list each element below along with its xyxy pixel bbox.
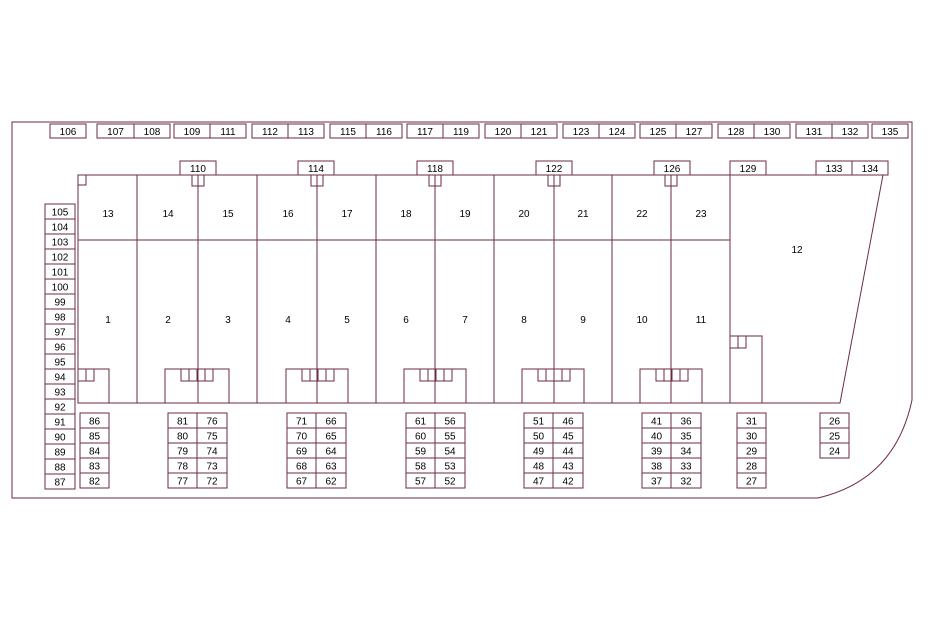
left-plot-95-label: 95 <box>54 357 66 369</box>
top-plot-106 <box>50 124 86 138</box>
left-plot-94-label: 94 <box>54 372 66 384</box>
unit-label-20: 20 <box>518 209 530 220</box>
top-plot-123-label: 123 <box>572 127 590 138</box>
top-plot-109-label: 109 <box>183 127 201 138</box>
lot-66-label: 66 <box>325 416 337 428</box>
lot-83 <box>80 458 109 473</box>
bay-door <box>444 369 452 381</box>
unit-label-15: 15 <box>222 209 234 220</box>
top-plot-127 <box>676 124 712 138</box>
unit-label-23: 23 <box>695 209 707 220</box>
left-plot-90-label: 90 <box>54 432 66 444</box>
lot-52 <box>435 473 465 488</box>
lot-65-label: 65 <box>325 431 337 443</box>
bay-door <box>656 369 664 381</box>
bay-door <box>205 369 213 381</box>
left-plot-89-label: 89 <box>54 447 66 459</box>
top-plot-107-label: 107 <box>107 127 124 138</box>
lot-69-label: 69 <box>295 446 308 458</box>
lot-38 <box>642 458 671 473</box>
lot-36-label: 36 <box>680 416 692 428</box>
top-plot-115-label: 115 <box>340 127 356 138</box>
lot-33 <box>671 458 701 473</box>
lot-64-label: 64 <box>325 446 337 458</box>
lot-49 <box>524 443 553 458</box>
lot-50-label: 50 <box>532 431 545 443</box>
lot-68-label: 68 <box>295 461 308 473</box>
lot-48 <box>524 458 553 473</box>
lot-61 <box>406 413 435 428</box>
lot-74 <box>197 443 227 458</box>
lot-72 <box>197 473 227 488</box>
lot-84 <box>80 443 109 458</box>
unit-label-17: 17 <box>341 209 353 220</box>
lot-53 <box>435 458 465 473</box>
upper-plot-110-label: 110 <box>190 164 206 175</box>
unit-label-19: 19 <box>459 209 471 220</box>
lot-51-label: 51 <box>532 416 545 428</box>
lot-61-label: 61 <box>414 416 427 428</box>
left-plot-101-label: 101 <box>51 267 69 279</box>
lot-48-label: 48 <box>532 461 545 473</box>
top-plot-124 <box>599 124 635 138</box>
lot-82-label: 82 <box>88 476 101 488</box>
lot-27-label: 27 <box>745 476 758 488</box>
lot-51 <box>524 413 553 428</box>
lot-60 <box>406 428 435 443</box>
unit-label-12: 12 <box>791 245 803 256</box>
left-plot-105-label: 105 <box>51 207 69 219</box>
left-plot-96-label: 96 <box>54 342 66 354</box>
lot-44 <box>553 443 583 458</box>
lot-32 <box>671 473 701 488</box>
lot-54 <box>435 443 465 458</box>
lot-25 <box>820 428 849 443</box>
unit-label-11: 11 <box>695 315 707 326</box>
left-plot-89 <box>45 444 75 459</box>
left-plot-104 <box>45 219 75 234</box>
loading-bay <box>522 369 584 403</box>
lot-55 <box>435 428 465 443</box>
left-plot-102-label: 102 <box>51 252 69 264</box>
bay-door <box>730 336 738 348</box>
lot-70 <box>287 428 316 443</box>
lot-58-label: 58 <box>414 461 427 473</box>
top-plot-120 <box>485 124 521 138</box>
lot-69 <box>287 443 316 458</box>
top-plot-112-label: 112 <box>262 127 278 138</box>
lot-40 <box>642 428 671 443</box>
left-plot-87-label: 87 <box>54 477 66 489</box>
lot-79 <box>168 443 197 458</box>
lot-80-label: 80 <box>176 431 189 443</box>
lot-41-label: 41 <box>650 416 663 428</box>
left-plot-99-label: 99 <box>54 297 66 309</box>
lot-41 <box>642 413 671 428</box>
top-plot-116 <box>366 124 402 138</box>
unit-label-14: 14 <box>162 209 174 220</box>
top-plot-132 <box>832 124 868 138</box>
lot-46 <box>553 413 583 428</box>
bay-door <box>86 369 94 381</box>
bay-door <box>318 369 326 381</box>
lot-39 <box>642 443 671 458</box>
top-plot-113 <box>288 124 324 138</box>
lot-64 <box>316 443 346 458</box>
lot-53-label: 53 <box>444 461 456 473</box>
lot-25-label: 25 <box>828 431 841 443</box>
bay-door <box>189 369 197 381</box>
upper-plot-134 <box>852 161 888 175</box>
lot-42-label: 42 <box>562 476 574 488</box>
left-plot-101 <box>45 264 75 279</box>
lot-66 <box>316 413 346 428</box>
upper-plot-118-label: 118 <box>427 164 443 175</box>
lot-78-label: 78 <box>176 461 189 473</box>
left-plot-98-label: 98 <box>54 312 66 324</box>
unit-label-18: 18 <box>400 209 412 220</box>
lot-62 <box>316 473 346 488</box>
lot-33-label: 33 <box>680 461 692 473</box>
upper-plot-133 <box>816 161 852 175</box>
top-plot-131 <box>796 124 832 138</box>
top-plot-108 <box>134 124 170 138</box>
unit-label-6: 6 <box>403 315 409 326</box>
lot-84-label: 84 <box>88 446 101 458</box>
lot-24-label: 24 <box>828 446 841 458</box>
lot-56 <box>435 413 465 428</box>
lot-79-label: 79 <box>176 446 189 458</box>
bay-door <box>420 369 428 381</box>
lot-71 <box>287 413 316 428</box>
top-plot-120-label: 120 <box>494 127 512 138</box>
top-plot-111 <box>210 124 246 138</box>
bay-door <box>672 369 680 381</box>
lot-35 <box>671 428 701 443</box>
bay-door <box>181 369 189 381</box>
lot-44-label: 44 <box>562 446 574 458</box>
lot-80 <box>168 428 197 443</box>
lot-78 <box>168 458 197 473</box>
unit-label-7: 7 <box>462 315 468 326</box>
top-plot-135 <box>872 124 908 138</box>
lot-28 <box>737 458 766 473</box>
lot-67-label: 67 <box>295 476 308 488</box>
upper-plot-134-label: 134 <box>861 164 879 175</box>
left-plot-100-label: 100 <box>51 282 69 294</box>
lot-50 <box>524 428 553 443</box>
unit-label-10: 10 <box>636 315 648 326</box>
top-plot-106-label: 106 <box>59 127 77 138</box>
unit-label-9: 9 <box>580 315 586 326</box>
upper-plot-126-label: 126 <box>663 164 681 175</box>
top-plot-113-label: 113 <box>298 127 314 138</box>
bay-door <box>738 336 746 348</box>
left-plot-102 <box>45 249 75 264</box>
lot-43-label: 43 <box>562 461 574 473</box>
left-plot-99 <box>45 294 75 309</box>
lot-72-label: 72 <box>206 476 218 488</box>
unit-label-21: 21 <box>577 209 589 220</box>
top-plot-112 <box>252 124 288 138</box>
lot-32-label: 32 <box>680 476 692 488</box>
lot-73-label: 73 <box>206 461 218 473</box>
lot-82 <box>80 473 109 488</box>
left-plot-103-label: 103 <box>51 237 69 249</box>
lot-29-label: 29 <box>745 446 758 458</box>
lot-55-label: 55 <box>444 431 456 443</box>
lot-26-label: 26 <box>828 416 841 428</box>
left-plot-97 <box>45 324 75 339</box>
left-plot-91 <box>45 414 75 429</box>
lot-73 <box>197 458 227 473</box>
lot-49-label: 49 <box>532 446 545 458</box>
unit-label-8: 8 <box>521 315 527 326</box>
top-plot-107 <box>97 124 134 138</box>
top-plot-119 <box>443 124 479 138</box>
left-plot-94 <box>45 369 75 384</box>
top-plot-116-label: 116 <box>376 127 392 138</box>
top-plot-125 <box>640 124 676 138</box>
lot-86-label: 86 <box>88 416 101 428</box>
lot-77-label: 77 <box>176 476 189 488</box>
lot-75 <box>197 428 227 443</box>
left-plot-95 <box>45 354 75 369</box>
lot-39-label: 39 <box>650 446 663 458</box>
bay-door <box>554 369 562 381</box>
left-plot-96 <box>45 339 75 354</box>
lot-86 <box>80 413 109 428</box>
lot-71-label: 71 <box>295 416 308 428</box>
top-plot-125-label: 125 <box>649 127 667 138</box>
lot-37-label: 37 <box>650 476 663 488</box>
unit-label-4: 4 <box>285 315 291 326</box>
top-plot-117 <box>407 124 443 138</box>
left-plot-103 <box>45 234 75 249</box>
bay-door <box>78 369 86 381</box>
left-plot-90 <box>45 429 75 444</box>
bay-door <box>326 369 334 381</box>
lot-57 <box>406 473 435 488</box>
lot-57-label: 57 <box>414 476 427 488</box>
lot-59-label: 59 <box>414 446 427 458</box>
left-plot-93-label: 93 <box>54 387 66 399</box>
lot-60-label: 60 <box>414 431 427 443</box>
left-plot-92 <box>45 399 75 414</box>
upper-plot-114 <box>298 161 334 175</box>
lot-76 <box>197 413 227 428</box>
lot-54-label: 54 <box>444 446 456 458</box>
lot-24 <box>820 443 849 458</box>
top-plot-128-label: 128 <box>727 127 745 138</box>
lot-28-label: 28 <box>745 461 758 473</box>
corner-marker <box>78 175 86 185</box>
lot-29 <box>737 443 766 458</box>
lot-46-label: 46 <box>562 416 574 428</box>
lot-83-label: 83 <box>88 461 101 473</box>
top-plot-124-label: 124 <box>608 127 626 138</box>
lot-81 <box>168 413 197 428</box>
top-plot-130 <box>754 124 790 138</box>
left-plot-87 <box>45 474 75 489</box>
unit-label-1: 1 <box>105 315 111 326</box>
left-plot-104-label: 104 <box>51 222 69 234</box>
left-plot-93 <box>45 384 75 399</box>
lot-47-label: 47 <box>532 476 545 488</box>
lot-62-label: 62 <box>325 476 337 488</box>
lot-38-label: 38 <box>650 461 663 473</box>
lot-30 <box>737 428 766 443</box>
upper-plot-118 <box>417 161 453 175</box>
lot-74-label: 74 <box>206 446 218 458</box>
left-plot-105 <box>45 204 75 219</box>
upper-plot-110 <box>180 161 216 175</box>
left-plot-88 <box>45 459 75 474</box>
lot-59 <box>406 443 435 458</box>
unit-label-13: 13 <box>102 209 114 220</box>
unit-label-3: 3 <box>225 315 231 326</box>
top-plot-130-label: 130 <box>763 127 781 138</box>
upper-plot-126 <box>654 161 690 175</box>
lot-34-label: 34 <box>680 446 692 458</box>
lot-27 <box>737 473 766 488</box>
top-plot-117-label: 117 <box>417 127 433 138</box>
bay-door <box>302 369 310 381</box>
lot-56-label: 56 <box>444 416 456 428</box>
top-plot-115 <box>330 124 366 138</box>
bay-door <box>680 369 688 381</box>
unit-label-22: 22 <box>636 209 648 220</box>
left-plot-92-label: 92 <box>54 402 66 414</box>
lot-76-label: 76 <box>206 416 218 428</box>
lot-34 <box>671 443 701 458</box>
lot-85 <box>80 428 109 443</box>
top-plot-108-label: 108 <box>143 127 161 138</box>
top-plot-111-label: 111 <box>220 127 236 138</box>
upper-plot-122-label: 122 <box>545 164 563 175</box>
upper-plot-122 <box>536 161 572 175</box>
unit-label-2: 2 <box>165 315 171 326</box>
lot-42 <box>553 473 583 488</box>
lot-31 <box>737 413 766 428</box>
top-plot-121-label: 121 <box>530 127 548 138</box>
upper-plot-133-label: 133 <box>825 164 843 175</box>
lot-35-label: 35 <box>680 431 692 443</box>
lot-65 <box>316 428 346 443</box>
top-plot-127-label: 127 <box>685 127 703 138</box>
top-plot-128 <box>718 124 754 138</box>
upper-plot-114-label: 114 <box>308 164 324 175</box>
left-plot-98 <box>45 309 75 324</box>
lot-37 <box>642 473 671 488</box>
bay-door <box>546 369 554 381</box>
lot-67 <box>287 473 316 488</box>
lot-63-label: 63 <box>325 461 337 473</box>
unit-label-16: 16 <box>282 209 294 220</box>
upper-plot-129 <box>730 161 766 175</box>
top-plot-121 <box>521 124 557 138</box>
lot-75-label: 75 <box>206 431 218 443</box>
bay-door <box>562 369 570 381</box>
top-plot-132-label: 132 <box>841 127 859 138</box>
left-plot-88-label: 88 <box>54 462 66 474</box>
lot-70-label: 70 <box>295 431 308 443</box>
lot-45 <box>553 428 583 443</box>
lot-77 <box>168 473 197 488</box>
lot-40-label: 40 <box>650 431 663 443</box>
lot-52-label: 52 <box>444 476 456 488</box>
lot-43 <box>553 458 583 473</box>
unit-label-5: 5 <box>344 315 350 326</box>
lot-31-label: 31 <box>745 416 758 428</box>
lot-85-label: 85 <box>88 431 101 443</box>
top-plot-131-label: 131 <box>805 127 823 138</box>
top-plot-119-label: 119 <box>453 127 469 138</box>
upper-plot-129-label: 129 <box>739 164 757 175</box>
bay-door <box>436 369 444 381</box>
lot-45-label: 45 <box>562 431 574 443</box>
left-plot-100 <box>45 279 75 294</box>
lot-47 <box>524 473 553 488</box>
bay-door <box>538 369 546 381</box>
lot-81-label: 81 <box>176 416 189 428</box>
lot-68 <box>287 458 316 473</box>
lot-30-label: 30 <box>745 431 758 443</box>
site-boundary <box>12 122 912 498</box>
lot-26 <box>820 413 849 428</box>
left-plot-97-label: 97 <box>54 327 66 339</box>
top-plot-135-label: 135 <box>881 127 899 138</box>
left-plot-91-label: 91 <box>54 417 66 429</box>
lot-36 <box>671 413 701 428</box>
lot-58 <box>406 458 435 473</box>
top-plot-109 <box>174 124 210 138</box>
lot-63 <box>316 458 346 473</box>
top-plot-123 <box>563 124 599 138</box>
